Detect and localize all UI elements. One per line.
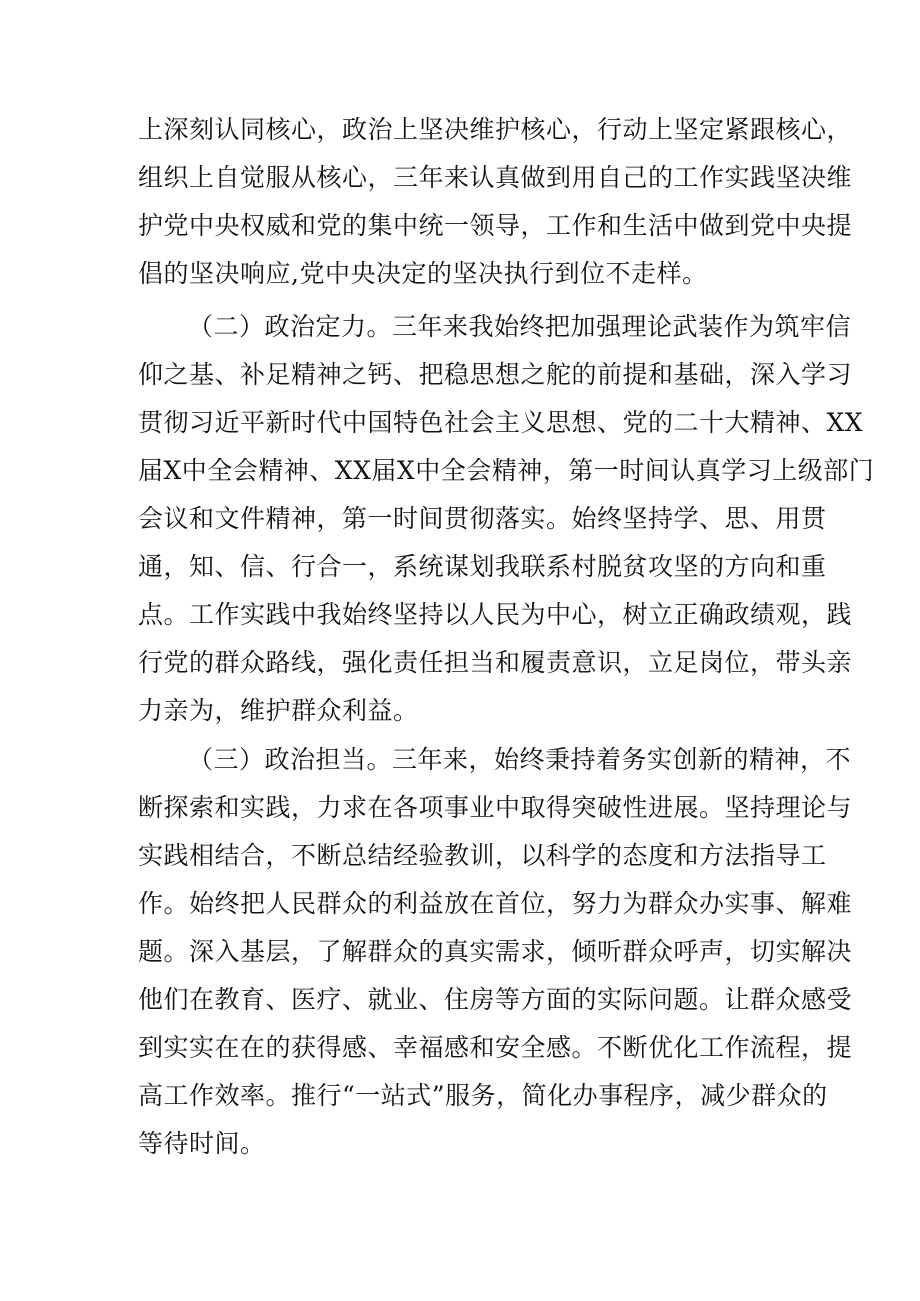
text-line: 作。始终把人民群众的利益放在首位，努力为群众办实事、解难 (138, 889, 853, 918)
text-line: 到实实在在的获得感、幸福感和安全感。不断优化工作流程，提 (138, 1033, 853, 1062)
text-line: 倡的坚决响应,党中央决定的坚决执行到位不走样。 (138, 259, 708, 288)
text-line: 断探索和实践，力求在各项事业中取得突破性进展。坚持理论与 (138, 793, 853, 822)
text-line: 贯彻习近平新时代中国特色社会主义思想、党的二十大精神、XX (138, 408, 864, 437)
text-line: 他们在教育、医疗、就业、住房等方面的实际问题。让群众感受 (138, 985, 853, 1014)
paragraph-heading-line: （三）政治担当。三年来，始终秉持着务实创新的精神，不 (188, 745, 852, 774)
text-line: 点。工作实践中我始终坚持以人民为中心，树立正确政绩观，践 (138, 600, 853, 629)
text-line: 实践相结合，不断总结经验教训，以科学的态度和方法指导工 (138, 841, 827, 870)
paragraph-heading-line: （二）政治定力。三年来我始终把加强理论武装作为筑牢信 (188, 312, 852, 341)
text-line: 上深刻认同核心，政治上坚决维护核心，行动上坚定紧跟核心， (138, 115, 853, 144)
text-line: 题。深入基层，了解群众的真实需求，倾听群众呼声，切实解决 (138, 937, 853, 966)
text-line: 仰之基、补足精神之钙、把稳思想之舵的前提和基础，深入学习 (138, 360, 853, 389)
text-line: 护党中央权威和党的集中统一领导，工作和生活中做到党中央提 (138, 211, 853, 240)
text-line: 届X中全会精神、XX届X中全会精神，第一时间认真学习上级部门 (138, 456, 875, 485)
text-line: 会议和文件精神，第一时间贯彻落实。始终坚持学、思、用贯 (138, 504, 827, 533)
text-line: 力亲为，维护群众利益。 (138, 696, 419, 725)
text-line: 行党的群众路线，强化责任担当和履责意识，立足岗位，带头亲 (138, 648, 853, 677)
text-line: 通，知、信、行合一，系统谋划我联系村脱贫攻坚的方向和重 (138, 552, 827, 581)
text-line: 等待时间。 (138, 1129, 266, 1158)
text-line: 高工作效率。推行“一站式”服务，简化办事程序，减少群众的 (138, 1081, 828, 1110)
text-line: 组织上自觉服从核心，三年来认真做到用自己的工作实践坚决维 (138, 163, 853, 192)
